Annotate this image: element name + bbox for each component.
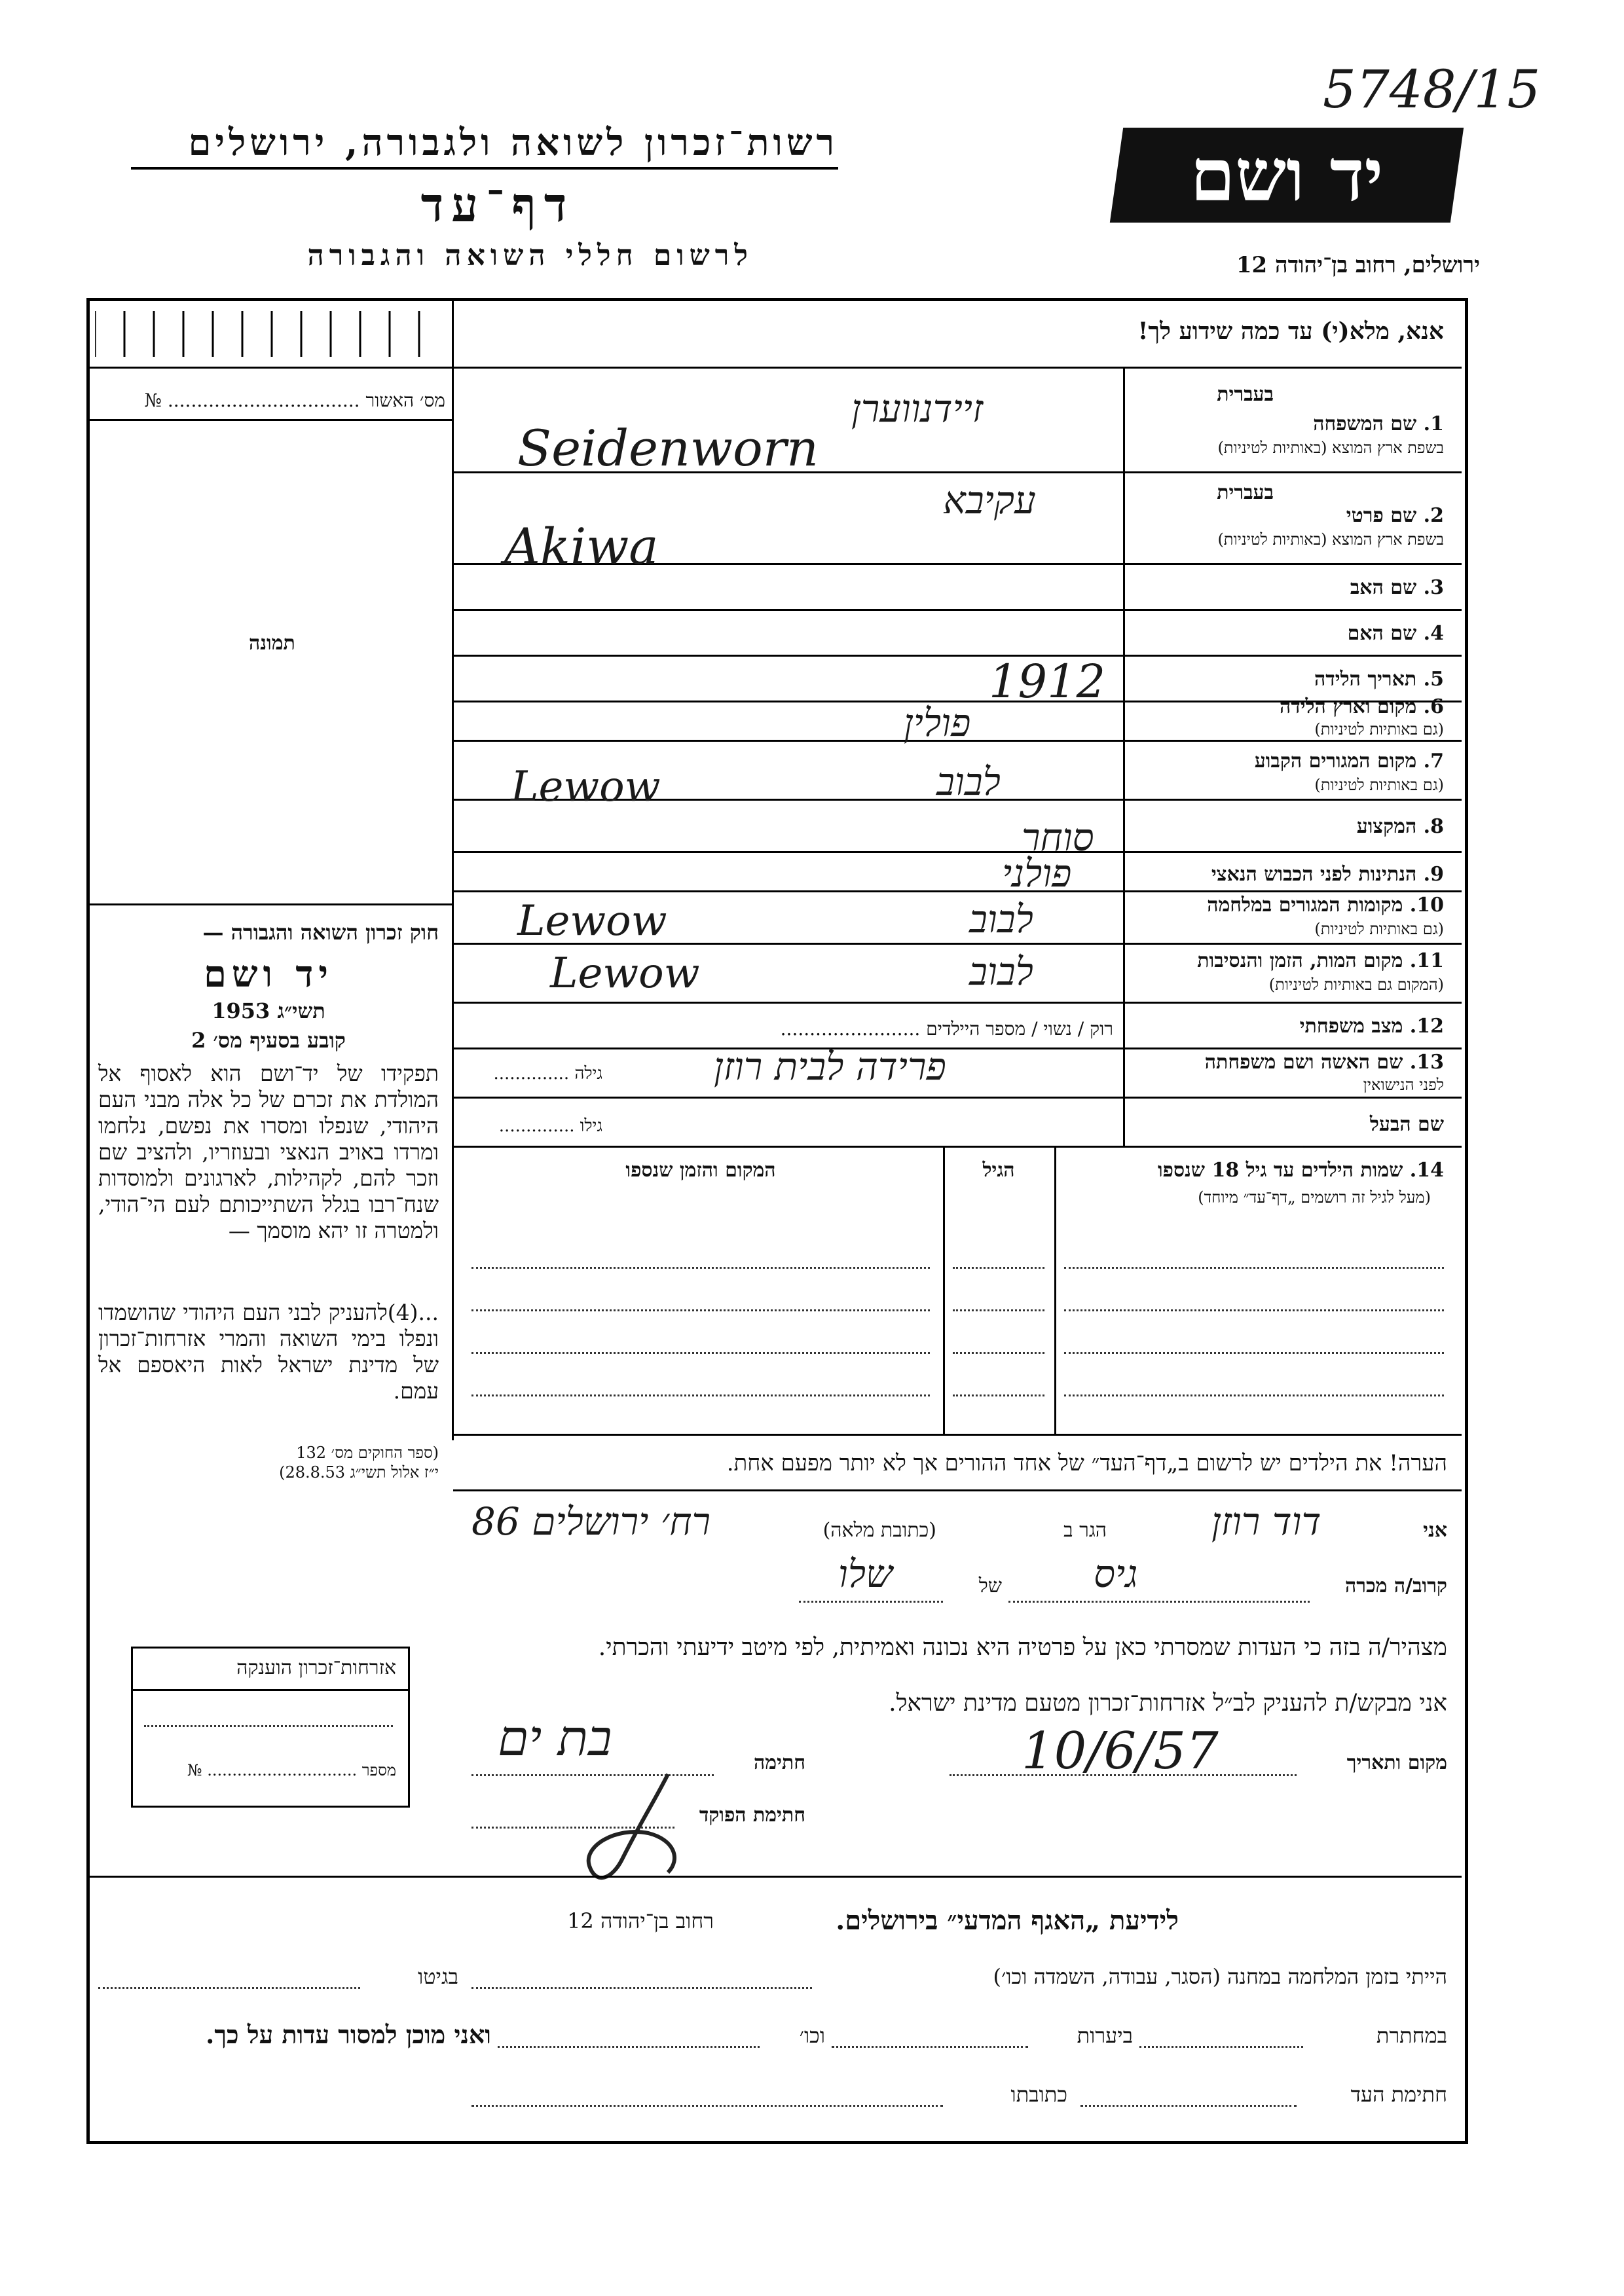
field-4-label: 4. שם האם (1347, 622, 1444, 645)
field-9-label: 9. הנתינות לפני הכבוש הנאצי (1211, 863, 1444, 886)
decl-place: בת ים (498, 1709, 612, 1767)
bottom-address: רחוב בן־יהודה 12 (567, 1908, 714, 1933)
approval-number: מס׳ האשור ................................. № (144, 390, 445, 411)
decl-statement: מצהיר/ה בזה כי העדות שמסרתי כאן על פרטיה היא נכונה ואמיתית, לפי מיטב ידיעתי והכרתי. (598, 1634, 1447, 1661)
decl-request: אני מבקש/ת להעניק לב״ל אזרחות־זכרון מטעם מדינת ישראל. (889, 1690, 1447, 1717)
office-code-boxes (95, 304, 449, 363)
surname-latin: Seidenworn (517, 419, 819, 477)
field-14-label: 14. שמות הילדים עד גיל 18 שנספו (1157, 1159, 1444, 1182)
citizenship: פולני (1002, 851, 1072, 896)
law-source: (ספר החוקים מס׳ 132 (296, 1444, 439, 1462)
form-title: דף־עד (420, 177, 575, 232)
field-8-label: 8. המקצוע (1356, 815, 1444, 838)
decl-resides: הגר ב (1063, 1519, 1107, 1542)
decl-signature-label: חתימה (754, 1751, 805, 1774)
field-6-label: 6. מקום וארץ הלידה (1279, 695, 1444, 718)
field-1-sublabel: בשפת ארץ המוצא (באותיות לטיניות) (1217, 439, 1444, 457)
birth-year: 1912 (989, 655, 1106, 708)
official-signature-label: חתימת הפוקד (699, 1804, 805, 1827)
form-subtitle: לרשום חללי השואה והגבורה (307, 239, 753, 272)
law-body: תפקידו של יד־ושם הוא לאסוף אל המולדת את זכרם של כל אלה מבני העם היהודי, שנפלו ומסרו את נפשם, נלחמו ומרדו באויב הנאצי ובעוזריו, ולהציב שם וזכר להם, לקהילות, לארגונים ולמוסדות שנח־רבו בגלל השתייכותם לעם הי־הודי, ולמטרה זו יהא מוסמך — (98, 1061, 439, 1243)
bottom-etc: וכו׳ (799, 2023, 825, 2048)
logo-text: יד ושם (1190, 133, 1384, 217)
field-13-sublabel: לפני הנישואין (1363, 1076, 1444, 1094)
residence-latin: Lewow (511, 763, 661, 811)
field-12-label: 12. מצב משפחתי (1299, 1015, 1444, 1038)
bottom-camp-line: הייתי בזמן המלחמה במחנה (הסגר, עבודה, השמדה וכו׳) (993, 1964, 1447, 1989)
war-residence-hebrew: לבוב (969, 897, 1033, 941)
hebrew-label-2: בעברית (1217, 481, 1274, 504)
field-2-label: 2. שם פרטי (1346, 504, 1444, 527)
document-number: 5748/15 (1323, 59, 1541, 120)
residence-hebrew: לבוב (936, 759, 1001, 804)
relation-of: שלו (838, 1552, 893, 1596)
death-place-hebrew: לבוב (969, 949, 1033, 994)
note-text: הערה! את הילדים יש לרשום ב„דף־העד״ של אחד ההורים אך לא יותר מפעם אחת. (726, 1450, 1447, 1476)
profession: סוחר (1022, 815, 1094, 860)
decl-address-hint: (כתובת מלאה) (822, 1519, 936, 1542)
death-place-latin: Lewow (550, 949, 700, 998)
field-13-label: 13. שם האשה ושם משפחתה (1204, 1051, 1444, 1074)
wife-name: פרידה לבית רוזן (714, 1044, 946, 1089)
decl-relative: קרוב/ה מכרה (1344, 1575, 1447, 1597)
bottom-address-label: כתובתו (1010, 2082, 1067, 2107)
wife-age: גילה .............. (493, 1064, 602, 1084)
birth-place: פולין (904, 701, 971, 745)
citizenship-box-title: אזרחות־זכרון הוענקה (236, 1656, 396, 1679)
field-10-label: 10. מקומות המגורים במלחמה (1207, 894, 1444, 917)
witness-address: רח׳ ירושלים 86 (471, 1499, 711, 1544)
witness-name: דוד רוזן (1211, 1499, 1321, 1544)
field-11-label: 11. מקום המות, הזמן והנסיבות (1197, 949, 1444, 972)
field-6-sublabel: (גם באותיות לטיניות) (1314, 720, 1444, 738)
column-age: הגיל (982, 1159, 1015, 1182)
field-10-sublabel: (גם באותיות לטיניות) (1314, 920, 1444, 938)
law-body-citizenship: ...(4)להעניק לבני העם היהודי שהושמדו ונפלו בימי השואה והמרי אזרחות־זכרון של מדינת ישראל לאות היאספם אל עמם. (98, 1300, 439, 1404)
law-name: יד ושם (203, 953, 334, 996)
instruction-text: אנא, מלא(י) עד כמה שידוע לך! (1137, 318, 1444, 345)
first-name-hebrew: עקיבא (943, 478, 1036, 522)
field-7-sublabel: (גם באותיות לטיניות) (1314, 776, 1444, 794)
field-1-label: 1. שם המשפחה (1313, 412, 1444, 435)
law-clause: קובע בסעיף מס׳ 2 (191, 1028, 346, 1053)
field-5-label: 5. תאריך הלידה (1314, 668, 1444, 691)
bottom-ready: ואני מוכן למסור עדות על כך. (206, 2020, 491, 2049)
field-2-sublabel: בשפת ארץ המוצא (באותיות לטיניות) (1217, 530, 1444, 549)
decl-i: אני (1423, 1519, 1447, 1542)
field-14-sublabel: (מעל לגיל זה רושמים „דף־עד״ מיוחד) (1198, 1188, 1431, 1207)
first-name-latin: Akiwa (504, 517, 659, 575)
marital-status-options: רוק / נשוי / מספר היילדים ........................ (780, 1018, 1113, 1040)
bottom-ghetto: בגיטו (418, 1964, 458, 1989)
photo-placeholder: תמונה (249, 632, 295, 655)
husband-label: שם הבעל (1369, 1113, 1444, 1136)
header-address: ירושלים, רחוב בן־יהודה 12 (1236, 252, 1480, 278)
column-place-time: המקום והזמן שנספו (625, 1159, 776, 1182)
bottom-forests: ביערות (1077, 2023, 1133, 2048)
war-residence-latin: Lewow (517, 897, 667, 945)
field-11-sublabel: (המקום גם באותיות לטיניות) (1268, 975, 1444, 994)
decl-of: של (978, 1575, 1002, 1597)
citizenship-number: מספר .............................. № (187, 1761, 396, 1779)
decl-place-date: מקום ותאריך (1346, 1751, 1447, 1774)
law-title: חוק זכרון השואה והגבורה — (202, 920, 439, 945)
signature-scribble (576, 1761, 694, 1892)
surname-hebrew: זיידנווערן (851, 386, 984, 431)
field-3-label: 3. שם האב (1350, 576, 1444, 599)
bottom-underground: במחתרת (1376, 2023, 1447, 2048)
hebrew-label-1: בעברית (1217, 383, 1274, 406)
bottom-witness-signature: חתימת העד (1350, 2082, 1447, 2107)
authority-name: רשות־זכרון לשואה ולגבורה, ירושלים (188, 121, 838, 164)
relation: גיס (1094, 1552, 1138, 1596)
decl-date: 10/6/57 (1022, 1722, 1219, 1781)
law-year: תשי״ג 1953 (212, 998, 325, 1023)
husband-age: גילו .............. (498, 1116, 602, 1136)
law-source-date: י״ז אלול תשי״ג 28.8.53) (279, 1463, 439, 1482)
field-7-label: 7. מקום המגורים הקבוע (1254, 750, 1444, 773)
bottom-title: לידיעת „האגף המדעי״ בירושלים. (836, 1905, 1179, 1936)
